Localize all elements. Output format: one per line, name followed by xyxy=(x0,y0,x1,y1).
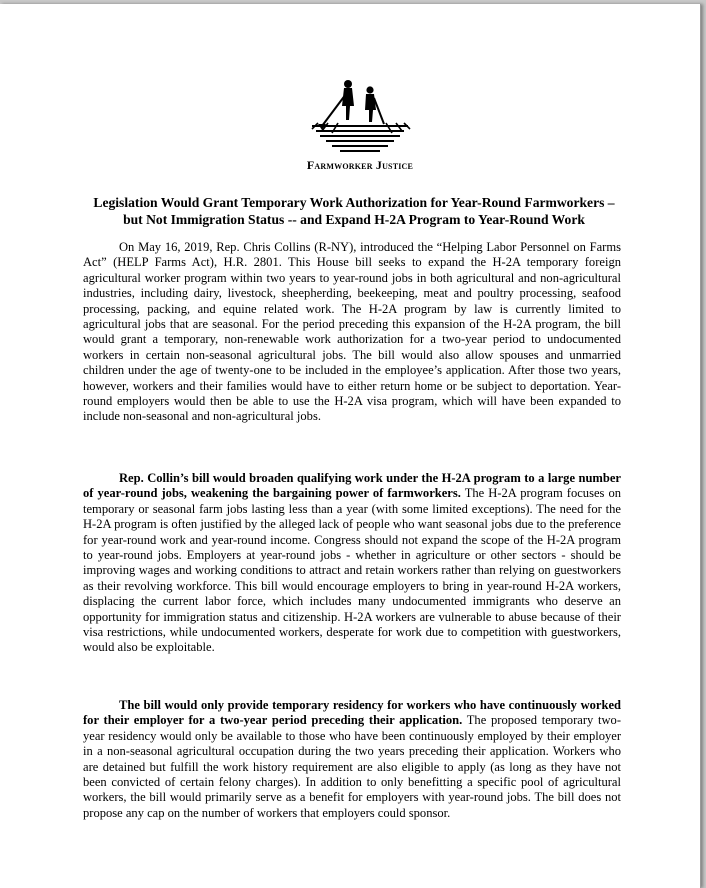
document-title xyxy=(80,194,628,228)
paragraph-intro xyxy=(83,240,621,425)
paragraph-temporary-residency xyxy=(83,698,621,821)
paragraph-lead: The bill would only provide temporary residency for workers who have continuously worked for their employer for a two-year period preceding their application. xyxy=(83,698,621,728)
paragraph-lead: Rep. Collin’s bill would broaden qualifying work under the H-2A program to a large number of year-round jobs, weakening the bargaining power of farmworkers. xyxy=(83,471,621,501)
logo xyxy=(278,76,442,176)
document-page[interactable] xyxy=(0,4,701,888)
paragraph-body: The H-2A program focuses on temporary or seasonal farm jobs lasting less than a year (with some limited exceptions). The need for the H-2A program is often justified by the alleged lack of people who want seasonal jobs due to the preference for year-round work and year-round income. Congress should not expand the scope of the H-2A program to year-round jobs. Employers at year-round jobs - whether in agriculture or other sectors - should be improving wages and working conditions to attract and retain workers rather than relying on guestworkers as their revolving workforce. This bill would encourage employers to bring in year-round H-2A workers, displacing the current labor force, which includes many undocumented immigrants who deserve an opportunity for immigration status and citizenship. H-2A workers are vulnerable to abuse because of their visa restrictions, while undocumented workers, desperate for work due to competition with guestworkers, would also be exploitable. xyxy=(83,486,621,655)
farmworkers-logo-icon xyxy=(300,76,420,156)
paragraph-broaden-work xyxy=(83,471,621,656)
paragraph-body: On May 16, 2019, Rep. Chris Collins (R-NY), introduced the “Helping Labor Personnel on Farms Act” (HELP Farms Act), H.R. 2801. This House bill seeks to expand the H-2A temporary foreign agricultural worker program within two years to year-round jobs in both agricultural and non-agricultural industries, including dairy, livestock, sheepherding, beekeeping, meat and poultry processing, seafood processing, packing, and equine related work. The H-2A program by law is currently limited to agricultural jobs that are seasonal. For the period preceding this expansion of the H-2A program, the bill would grant a temporary, non-renewable work authorization for a two-year period to undocumented workers in certain non-seasonal agricultural jobs. The bill would also allow spouses and unmarried children under the age of twenty-one to be included in the employee’s application. After those two years, however, workers and their families would have to either return home or be subject to deportation. Year-round employers would then be able to use the H-2A visa program, which will have been expanded to include non-seasonal and non-agricultural jobs. xyxy=(83,240,621,424)
title-line-2: but Not Immigration Status -- and Expand H-2A Program to Year-Round Work xyxy=(123,212,585,227)
organization-name: Farmworker Justice xyxy=(306,158,414,172)
paragraph-body: The proposed temporary two-year residency would only be available to those who have been continuously employed by their employer in a non-seasonal agricultural occupation during the two years preceding their application. Workers who are detained but fulfill the work history requirement are also eligible to apply (as long as they have not been convicted of certain felony charges). In addition to only benefitting a specific pool of agricultural workers, the bill would primarily serve as a benefit for employers with year-round jobs. The bill does not propose any cap on the number of workers that employers could sponsor. xyxy=(83,713,621,820)
title-line-1: Legislation Would Grant Temporary Work Authorization for Year-Round Farmworkers – xyxy=(93,195,615,210)
